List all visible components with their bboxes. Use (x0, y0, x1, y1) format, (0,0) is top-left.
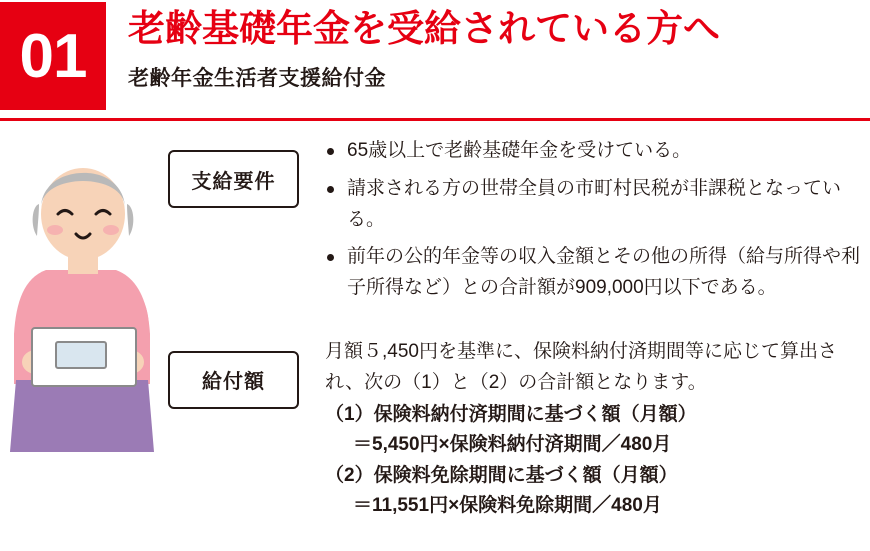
page-header (0, 0, 870, 118)
calc-formula-1: ＝5,450円×保険料納付済期間／480月 (353, 433, 672, 455)
section-requirements (168, 136, 870, 311)
page-title: 老齢基礎年金を受給されている方へ (128, 8, 720, 49)
benefit-amount-paragraph: 月額５,450円を基準に、保険料納付済期間等に応じて算出され、次の（1）と（2）の合計額となります。 (325, 340, 837, 393)
calc-formula-2: ＝11,551円×保険料免除期間／480月 (353, 494, 662, 516)
content-area (0, 118, 870, 520)
list-item: 請求される方の世帯全員の市町村民税が非課税となっている。 (325, 174, 870, 236)
elderly-woman-icon (10, 152, 160, 452)
section-label-requirements: 支給要件 (168, 150, 299, 208)
calc-line-1: （1）保険料納付済期間に基づく額（月額） (325, 404, 697, 426)
elderly-woman-illustration (10, 152, 160, 452)
list-item: 65歳以上で老齢基礎年金を受けている。 (325, 136, 870, 167)
header-text-group (106, 0, 720, 92)
list-item: 前年の公的年金等の収入金額とその他の所得（給与所得や利子所得など）との合計額が909,000円以下である。 (325, 242, 870, 304)
section-label-benefit-amount: 給付額 (168, 351, 299, 409)
section-number-badge: 01 (0, 2, 106, 110)
sections-container (160, 136, 870, 520)
calc-line-2: （2）保険料免除期間に基づく額（月額） (325, 465, 678, 487)
requirements-body (299, 136, 870, 311)
benefit-amount-body (299, 337, 870, 520)
page-subtitle: 老齢年金生活者支援給付金 (128, 67, 386, 91)
section-benefit-amount (168, 337, 870, 520)
requirements-list (325, 136, 870, 304)
